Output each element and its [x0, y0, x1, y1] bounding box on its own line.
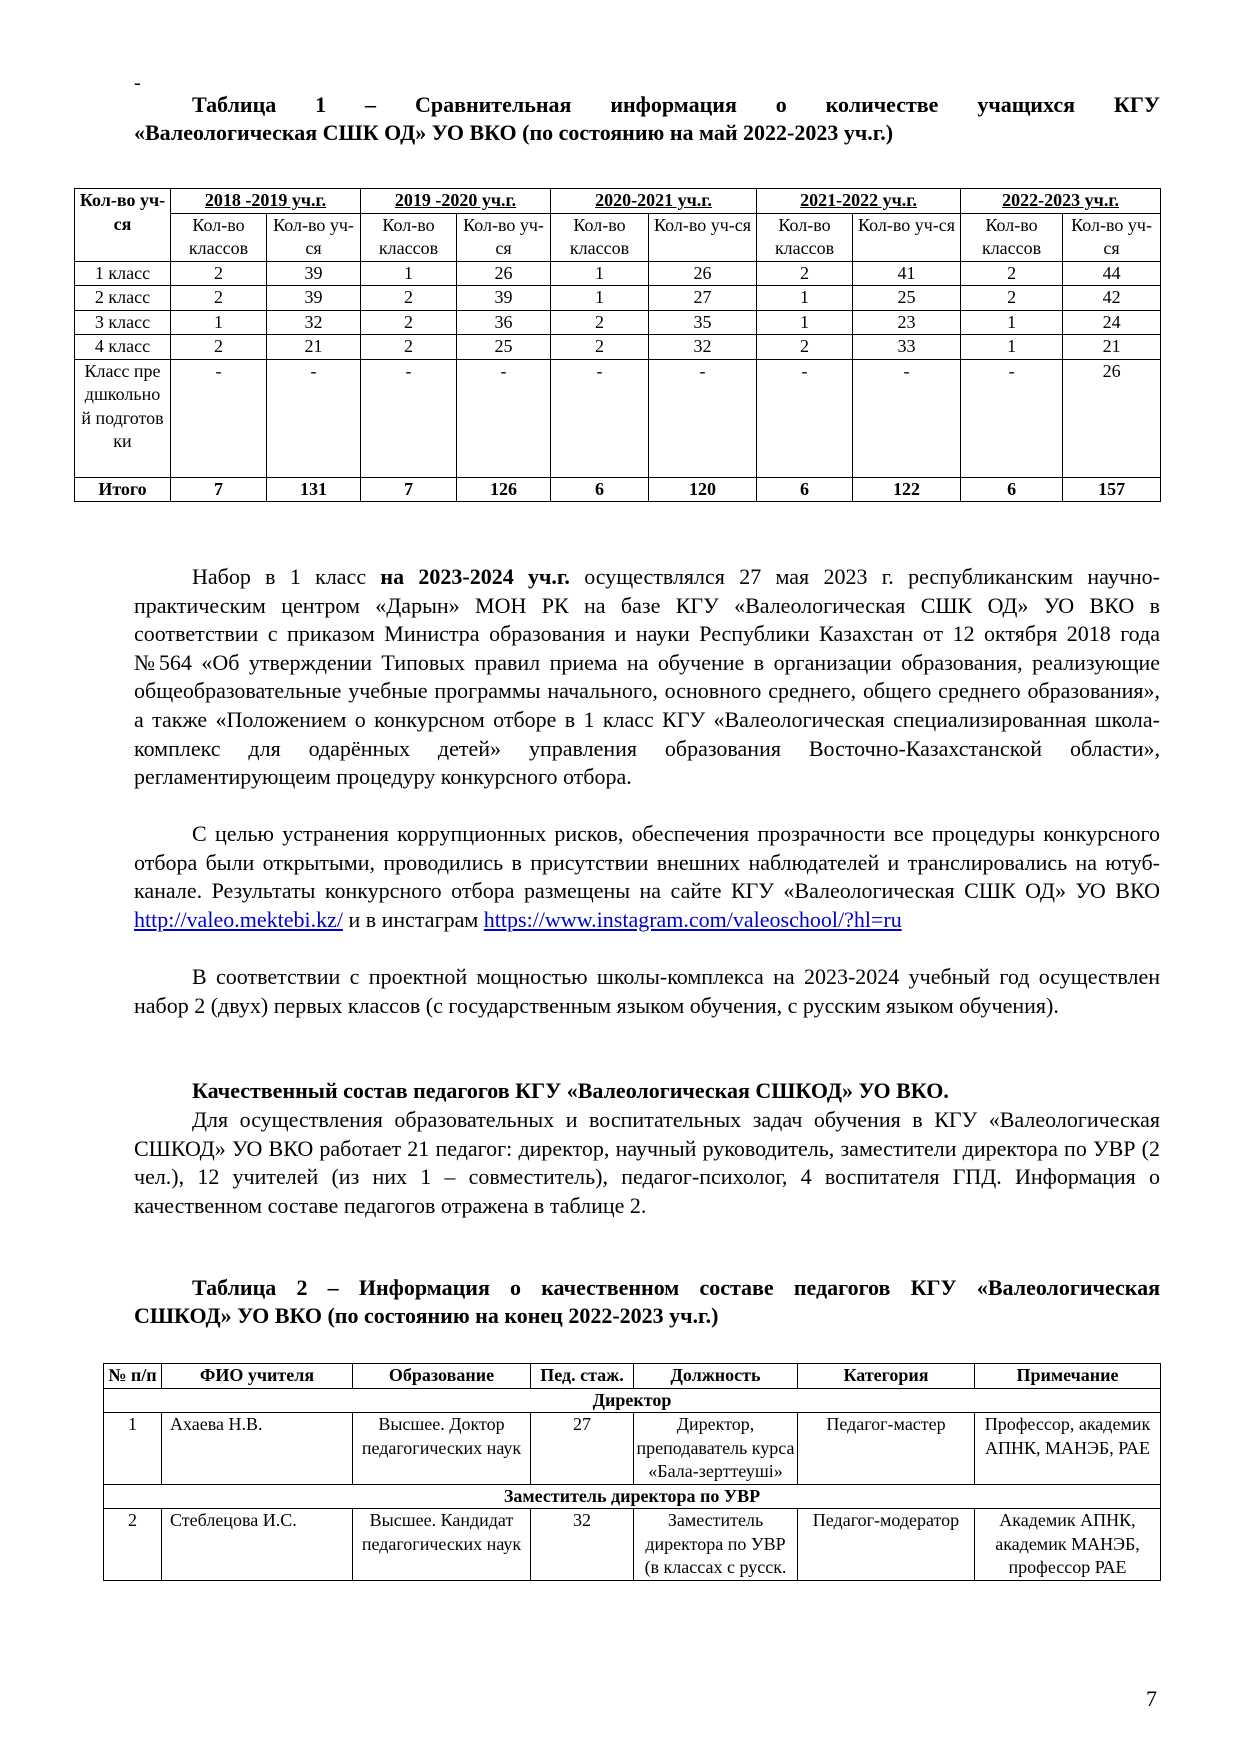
- cell: 2: [171, 286, 267, 311]
- cell-experience: 27: [531, 1413, 634, 1485]
- cell: 126: [457, 477, 551, 502]
- sub-header-classes: Кол-во классов: [171, 213, 267, 261]
- cell: 26: [1063, 359, 1161, 477]
- header-education: Образование: [353, 1364, 531, 1389]
- cell: 6: [961, 477, 1063, 502]
- year-header: 2020-2021 уч.г.: [551, 189, 757, 214]
- cell: 26: [457, 261, 551, 286]
- table1-caption-line1: Таблица 1 – Сравнительная информация о количестве учащихся КГУ: [192, 92, 1160, 117]
- top-dash: -: [134, 72, 141, 94]
- cell: 39: [267, 261, 361, 286]
- sub-header-classes: Кол-во классов: [961, 213, 1063, 261]
- cell-experience: 32: [531, 1509, 634, 1581]
- paragraph-transparency: [134, 820, 1160, 934]
- sub-header-students: Кол-во уч-ся: [853, 213, 961, 261]
- cell: 39: [457, 286, 551, 311]
- para1-text-b: осуществлялся 27 мая 2023 г. республиканским научно-практическим центром «Дарын» МОН РК на базе КГУ «Валеологическая СШК ОД» УО ВКО в соответствии с приказом Министра образования и науки Республики Казахстан от 12 октября 2018 года №564 «Об утверждении Типовых правил приема на обучение в организации образования, реализующие общеобразовательные учебные программы начального, основного среднего, общего среднего образования», а также «Положением о конкурсном отборе в 1 класс КГУ «Валеологическая специализированная школа-комплекс для одарённых детей» управления образования Восточно-Казахстанской области», регламентирующеим процедуру конкурсного отбора.: [134, 564, 1160, 790]
- cell: 2: [171, 261, 267, 286]
- cell: 1: [757, 310, 853, 335]
- cell-position: Заместитель директора по УВР (в классах с русск.: [634, 1509, 798, 1581]
- section-row-director: Директор: [104, 1388, 1161, 1413]
- cell: 44: [1063, 261, 1161, 286]
- cell: 2: [551, 310, 649, 335]
- cell: 21: [1063, 335, 1161, 360]
- table-row: [104, 1509, 1161, 1581]
- cell-name: Ахаева Н.В.: [162, 1413, 353, 1485]
- year-header: 2022-2023 уч.г.: [961, 189, 1161, 214]
- cell: 2: [171, 335, 267, 360]
- cell: 2: [361, 286, 457, 311]
- cell-note: Академик АПНК, академик МАНЭБ, профессор РАЕ: [975, 1509, 1161, 1581]
- table2-caption-line1: Таблица 2 – Информация о качественном составе педагогов КГУ «Валеологическая: [192, 1275, 1160, 1300]
- row-label: Класс предшкольной подготовки: [75, 359, 171, 477]
- cell: -: [961, 359, 1063, 477]
- header-number: № п/п: [104, 1364, 162, 1389]
- table-row: [75, 261, 1161, 286]
- cell-number: 1: [104, 1413, 162, 1485]
- cell: -: [267, 359, 361, 477]
- cell: 36: [457, 310, 551, 335]
- section-heading: [134, 1077, 1160, 1106]
- row-label: 4 класс: [75, 335, 171, 360]
- cell: 1: [961, 310, 1063, 335]
- para1-bold: на 2023-2024 уч.г.: [380, 564, 570, 589]
- cell: -: [649, 359, 757, 477]
- cell: -: [361, 359, 457, 477]
- cell-category: Педагог-мастер: [798, 1413, 975, 1485]
- paragraph-capacity: [134, 963, 1160, 1020]
- table1-caption-line2: «Валеологическая СШК ОД» УО ВКО (по состоянию на май 2022-2023 уч.г.): [134, 120, 894, 145]
- cell: 2: [961, 261, 1063, 286]
- cell: 2: [961, 286, 1063, 311]
- row-label: 1 класс: [75, 261, 171, 286]
- cell-education: Высшее. Кандидат педагогических наук: [353, 1509, 531, 1581]
- paragraph-staff: [134, 1106, 1160, 1220]
- cell: -: [853, 359, 961, 477]
- row-label: 2 класс: [75, 286, 171, 311]
- cell: 1: [171, 310, 267, 335]
- cell: 42: [1063, 286, 1161, 311]
- cell: 2: [757, 261, 853, 286]
- instagram-link[interactable]: https://www.instagram.com/valeoschool/?hl=ru: [483, 906, 902, 932]
- cell: 32: [267, 310, 361, 335]
- cell: 2: [551, 335, 649, 360]
- cell: 41: [853, 261, 961, 286]
- cell-note: Профессор, академик АПНК, МАНЭБ, РАЕ: [975, 1413, 1161, 1485]
- cell: 1: [361, 261, 457, 286]
- cell-education: Высшее. Доктор педагогических наук: [353, 1413, 531, 1485]
- corner-header: Кол-во уч-ся: [75, 189, 171, 262]
- header-experience: Пед. стаж.: [531, 1364, 634, 1389]
- cell: 120: [649, 477, 757, 502]
- cell: 1: [551, 261, 649, 286]
- cell: 35: [649, 310, 757, 335]
- teachers-table: [103, 1363, 1161, 1581]
- table-row: [75, 359, 1161, 477]
- cell: 39: [267, 286, 361, 311]
- paragraph-enrollment: [134, 563, 1160, 792]
- para1-text-a: Набор в 1 класс: [192, 564, 381, 589]
- header-name: ФИО учителя: [162, 1364, 353, 1389]
- cell: 24: [1063, 310, 1161, 335]
- cell: 157: [1063, 477, 1161, 502]
- cell: 27: [649, 286, 757, 311]
- sub-header-classes: Кол-во классов: [551, 213, 649, 261]
- cell: -: [551, 359, 649, 477]
- sub-header-students: Кол-во уч-ся: [267, 213, 361, 261]
- header-position: Должность: [634, 1364, 798, 1389]
- cell: 6: [551, 477, 649, 502]
- cell-number: 2: [104, 1509, 162, 1581]
- cell: 25: [457, 335, 551, 360]
- table-row: [75, 286, 1161, 311]
- para4-text: Для осуществления образовательных и воспитательных задач обучения в КГУ «Валеологическая СШКОД» УО ВКО работает 21 педагог: директор, научный руководитель, заместители директора по УВР (2 чел.), 12 учителей (из них 1 – совместитель), педагог-психолог, 4 воспитателя ГПД. Информация о качественном составе педагогов отражена в таблице 2.: [134, 1107, 1160, 1218]
- cell: 2: [361, 335, 457, 360]
- total-label: Итого: [75, 477, 171, 502]
- year-header: 2018 -2019 уч.г.: [171, 189, 361, 214]
- sub-header-students: Кол-во уч-ся: [457, 213, 551, 261]
- year-header: 2019 -2020 уч.г.: [361, 189, 551, 214]
- table-row: [75, 335, 1161, 360]
- cell: 25: [853, 286, 961, 311]
- section-row-deputy: Заместитель директора по УВР: [104, 1484, 1161, 1509]
- para3-text: В соответствии с проектной мощностью школы-комплекса на 2023-2024 учебный год осуществлен набор 2 (двух) первых классов (с государственным языком обучения, с русским языком обучения).: [134, 964, 1160, 1018]
- table2-caption-line2: СШКОД» УО ВКО (по состоянию на конец 2022-2023 уч.г.): [134, 1303, 719, 1328]
- sub-header-classes: Кол-во классов: [361, 213, 457, 261]
- cell: 7: [171, 477, 267, 502]
- cell: -: [757, 359, 853, 477]
- cell: 1: [551, 286, 649, 311]
- cell-position: Директор, преподаватель курса «Бала-зерттеуші»: [634, 1413, 798, 1485]
- table-row: [75, 310, 1161, 335]
- cell: 2: [757, 335, 853, 360]
- cell: 1: [757, 286, 853, 311]
- sub-header-classes: Кол-во классов: [757, 213, 853, 261]
- cell: 32: [649, 335, 757, 360]
- cell: 33: [853, 335, 961, 360]
- para2-text-a: С целью устранения коррупционных рисков, обеспечения прозрачности все процедуры конкурсного отбора были открытыми, проводились в присутствии внешних наблюдателей и транслировались на ютуб-канале. Результаты конкурсного отбора размещены на сайте КГУ «Валеологическая СШК ОД» УО ВКО: [134, 821, 1160, 904]
- cell: 122: [853, 477, 961, 502]
- header-category: Категория: [798, 1364, 975, 1389]
- students-table: [74, 188, 1161, 502]
- cell: 23: [853, 310, 961, 335]
- cell: 6: [757, 477, 853, 502]
- sub-header-students: Кол-во уч-ся: [649, 213, 757, 261]
- cell: -: [457, 359, 551, 477]
- cell: 7: [361, 477, 457, 502]
- cell-category: Педагог-модератор: [798, 1509, 975, 1581]
- row-label: 3 класс: [75, 310, 171, 335]
- cell: 2: [361, 310, 457, 335]
- year-header: 2021-2022 уч.г.: [757, 189, 961, 214]
- table-row: [104, 1413, 1161, 1485]
- cell: 26: [649, 261, 757, 286]
- para2-text-b: и в инстаграм: [342, 906, 484, 932]
- cell: 131: [267, 477, 361, 502]
- cell: -: [171, 359, 267, 477]
- school-website-link[interactable]: http://valeo.mektebi.kz/: [134, 906, 343, 932]
- total-row: [75, 477, 1161, 502]
- cell-name: Стеблецова И.С.: [162, 1509, 353, 1581]
- page-number: 7: [1146, 1686, 1157, 1711]
- cell: 21: [267, 335, 361, 360]
- cell: 1: [961, 335, 1063, 360]
- table2-caption: [134, 1274, 1160, 1330]
- heading2-text: Качественный состав педагогов КГУ «Валеологическая СШКОД» УО ВКО.: [192, 1078, 949, 1103]
- header-note: Примечание: [975, 1364, 1161, 1389]
- sub-header-students: Кол-во уч-ся: [1063, 213, 1161, 261]
- table1-caption: [134, 91, 1160, 147]
